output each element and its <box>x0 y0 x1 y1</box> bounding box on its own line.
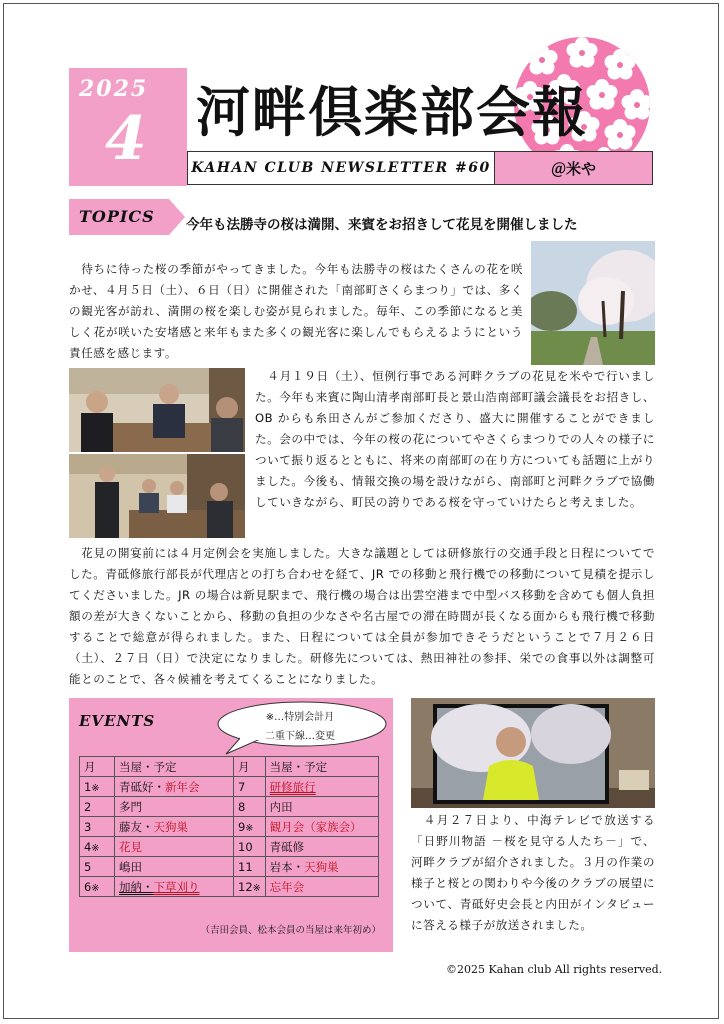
newsletter-title: 河畔倶楽部会報 <box>196 80 588 144</box>
event-month: 8 <box>238 799 246 814</box>
tv-broadcast-photo <box>411 698 655 808</box>
event-plan: 天狗巣 <box>153 819 188 834</box>
table-row <box>80 857 379 877</box>
table-row <box>80 777 379 797</box>
header-host: 当屋・予定 <box>265 757 378 777</box>
table-row <box>80 877 379 897</box>
events-table <box>79 756 379 897</box>
special-mark: ※ <box>91 882 100 894</box>
event-plan: 新年会 <box>165 779 200 794</box>
event-month: 11 <box>238 859 253 874</box>
table-row <box>80 817 379 837</box>
legend-bubble <box>212 700 388 752</box>
event-month: 1 <box>84 779 92 794</box>
issue-year: 2025 <box>79 76 149 102</box>
header-month: 月 <box>80 757 115 777</box>
event-plan: 花見 <box>119 839 142 854</box>
topics-paragraph-1: 待ちに待った桜の季節がやってきました。今年も法勝寺の桜はたくさんの花を咲かせ、４月５日（土）、６日（日）に開催された「南部町さくらまつり」では、多くの観光客が訪れ、満開の桜を楽しむ姿が見られました。毎年、この季節になると美しく花が咲いた安堵感と来年もまた多くの観光客に楽しんでもらえるようにという責任感を感じます。 <box>69 262 523 360</box>
subtitle-row <box>187 151 653 185</box>
issue-date-box <box>69 68 187 186</box>
special-mark: ※ <box>91 782 100 794</box>
event-plan: 忘年会 <box>269 879 305 894</box>
venue-byline: ＠米や <box>495 152 652 184</box>
table-header-row <box>80 757 379 777</box>
special-mark: ※ <box>91 842 100 854</box>
party-photo-2 <box>69 454 245 538</box>
event-host: 岩本・ <box>269 859 305 874</box>
events-title: EVENTS <box>79 712 156 730</box>
event-month: 9 <box>238 819 246 834</box>
party-photo-1 <box>69 368 245 452</box>
event-month: 5 <box>84 859 92 874</box>
event-host: 加納・ <box>119 879 154 894</box>
newsletter-subtitle: KAHAN CLUB NEWSLETTER #60 <box>188 152 495 184</box>
topics-label: TOPICS <box>79 207 155 226</box>
topics-paragraph-3: 花見の開宴前には４月定例会を実施しました。大きな議題としては研修旅行の交通手段と日程についてでした。青砥修旅行部長が代理店との打ち合わせを経て、JR での移動と飛行機での移動について見積を提示してくださいました。JR の場合は新見駅まで、飛行機の場合は出雲空港まで中型バス移動を含めても個人負担額の差が大きくないことから、移動の負担の少なさや名古屋での滞在時間が長くなる面からも飛行機で移動することで総意が得られました。また、日程については全員が参加できそうだということで７月２６日（土）、２７日（日）で決定になりました。研修先については、熱田神社の参拝、栄での食事以外は調整可能とのことで、各々候補を考えてくることになりました。 <box>69 546 655 686</box>
special-mark: ※ <box>245 822 254 834</box>
event-host: 内田 <box>269 799 293 814</box>
event-host: 藤友・ <box>119 819 154 834</box>
event-month: 10 <box>238 839 253 854</box>
special-mark: ※ <box>252 882 261 894</box>
issue-month: 4 <box>105 104 147 174</box>
topics-tag <box>69 199 185 235</box>
legend-special: ※…特別会計月 <box>265 712 335 723</box>
event-month: 4 <box>84 839 92 854</box>
event-month: 12 <box>238 879 253 894</box>
header-host: 当屋・予定 <box>115 757 234 777</box>
cherry-tree-photo <box>531 241 655 365</box>
topics-paragraph-2: ４月１９日（土）、恒例行事である河畔クラブの花見を米やで行いました。今年も来賓に陶山清孝南部町長と景山浩南部町議会議長をお招きし、OB からも糸田さんがご参加くださり、盛大に開催することができました。会の中では、今年の桜の花についてやさくらまつりでの人々の様子について振り返るとともに、将来の南部町の在り方についても話題に上がりました。今後も、情報交換の場を設けながら、南部町と河畔クラブで協働していきながら、町民の誇りである桜を守っていけたらと考えました。 <box>255 369 655 509</box>
tv-article: ４月２７日より、中海テレビで放送する「日野川物語 －桜を見守る人たち－」で、河畔クラブが紹介されました。３月の作業の様子と桜との関わりや今後のクラブの展望について、青砥好史会長と内田がインタビューに答える様子が放送されました。 <box>411 813 655 932</box>
events-panel <box>69 698 393 952</box>
event-host: 青砥修 <box>269 839 305 854</box>
event-month: 2 <box>84 799 92 814</box>
header-month: 月 <box>234 757 266 777</box>
event-plan: 天狗巣 <box>304 859 339 874</box>
event-plan: 研修旅行 <box>269 779 316 794</box>
event-month: 6 <box>84 879 92 894</box>
copyright: ©2025 Kahan club All rights reserved. <box>446 963 663 976</box>
table-row <box>80 837 379 857</box>
event-host: 嶋田 <box>119 859 142 874</box>
event-plan: 観月会（家族会） <box>269 819 362 834</box>
event-host: 多門 <box>119 799 142 814</box>
event-month: 7 <box>238 779 246 794</box>
event-month: 3 <box>84 819 92 834</box>
table-row <box>80 797 379 817</box>
event-plan: 下草刈り <box>153 879 200 894</box>
topics-headline: 今年も法勝寺の桜は満開、来賓をお招きして花見を開催しました <box>186 217 578 233</box>
event-host: 青砥好・ <box>119 779 165 794</box>
events-note: （吉田会員、松本会員の当屋は来年初め） <box>200 925 381 936</box>
legend-change: 二重下線…変更 <box>265 731 335 742</box>
